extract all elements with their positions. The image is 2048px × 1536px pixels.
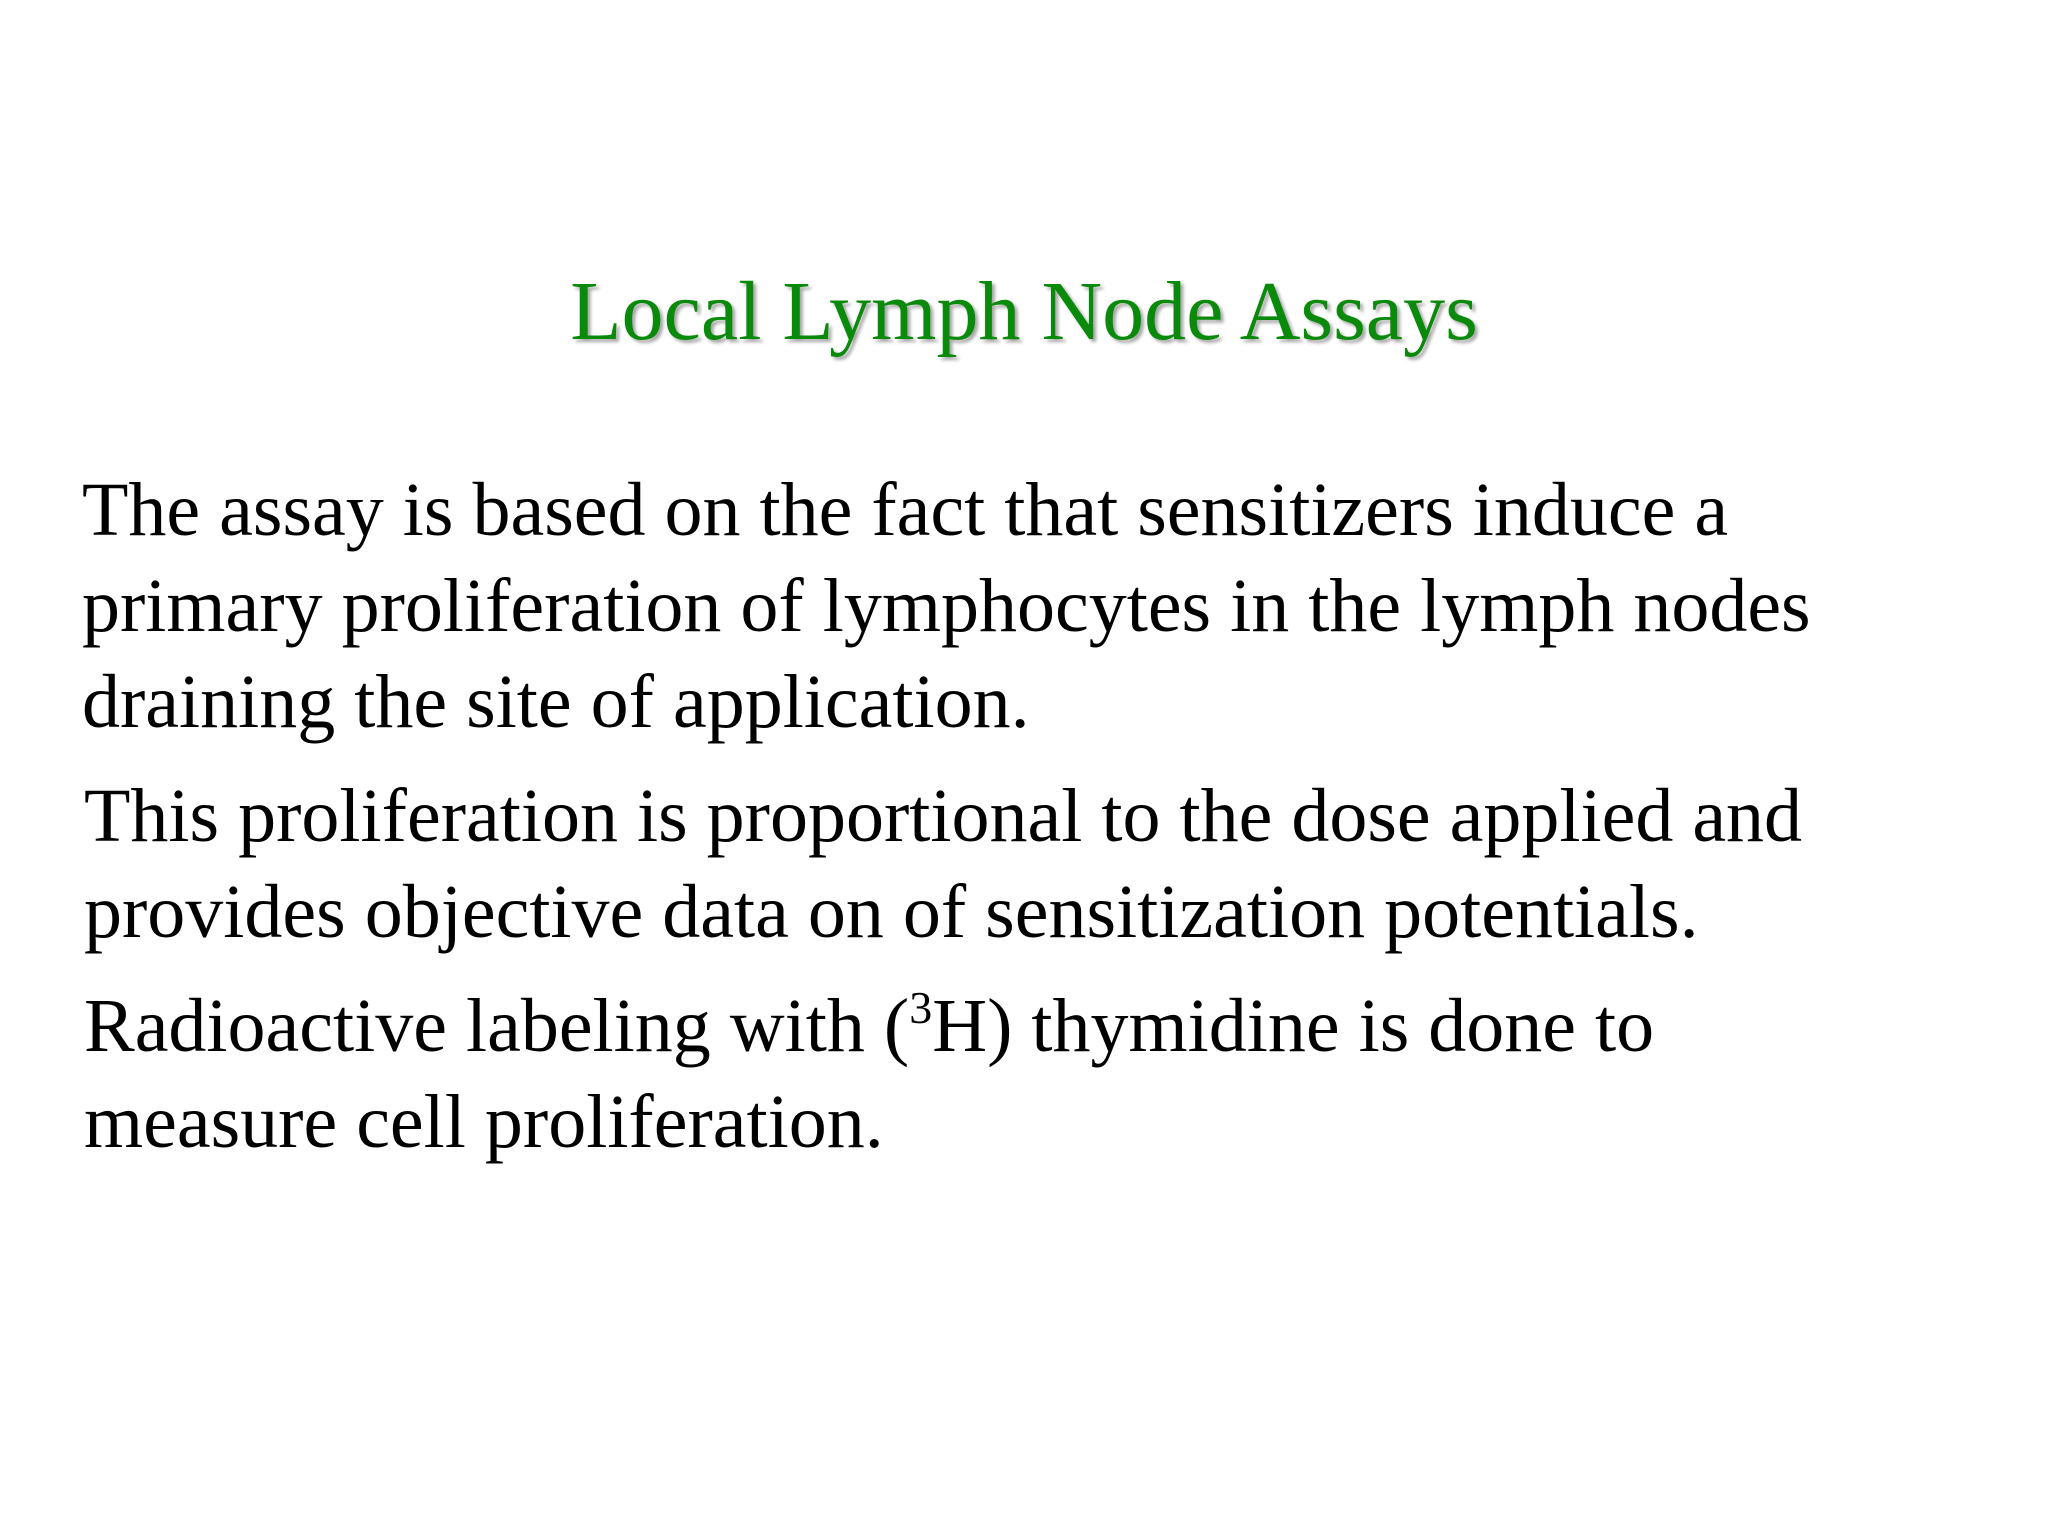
paragraph-1 — [84, 462, 2004, 750]
paragraph-2-line-1: This proliferation is proportional to the dose applied and — [84, 774, 1803, 858]
paragraph-3-text-before: Radioactive labeling with ( — [84, 984, 910, 1068]
paragraph-1-line-3: draining the site of application. — [82, 660, 1030, 744]
paragraph-2-line-2: provides objective data on of sensitization potentials. — [84, 870, 1699, 954]
paragraph-3-line-1 — [84, 978, 2004, 1074]
paragraph-3 — [84, 978, 2004, 1170]
slide-body — [84, 462, 2004, 1188]
paragraph-3-text-after: H) thymidine is done to — [932, 984, 1655, 1068]
paragraph-3-line-2: measure cell proliferation. — [84, 1080, 884, 1164]
slide-title: Local Lymph Node Assays — [570, 265, 1478, 358]
paragraph-2 — [84, 768, 2004, 960]
paragraph-1-line-2: primary proliferation of lymphocytes in the lymph nodes — [82, 564, 1811, 648]
paragraph-1-line-1: The assay is based on the fact that sensitizers induce a — [82, 468, 1729, 552]
superscript-3: 3 — [909, 982, 933, 1033]
